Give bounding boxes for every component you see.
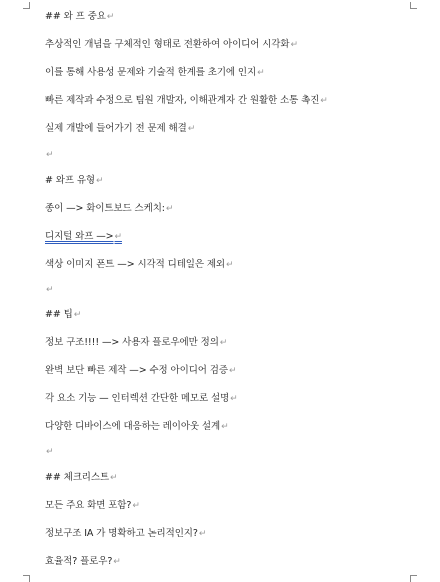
paragraph-mark-icon: ↵ bbox=[110, 473, 118, 483]
line-text: 종이 —> 화이트보드 스케치: bbox=[45, 203, 165, 214]
empty-line[interactable] bbox=[45, 284, 53, 296]
paragraph-mark-icon: ↵ bbox=[132, 501, 140, 511]
text-line[interactable] bbox=[45, 393, 238, 405]
paragraph-mark-icon: ↵ bbox=[106, 12, 115, 22]
line-text: 색상 이미지 폰트 —> 시각적 디테일은 제외 bbox=[45, 259, 226, 270]
line-text: 이를 통해 사용성 문제와 기술적 한계를 초기에 인지 bbox=[45, 67, 257, 78]
text-line[interactable] bbox=[45, 95, 328, 107]
paragraph-mark-icon: ↵ bbox=[46, 150, 54, 160]
empty-line[interactable] bbox=[45, 446, 53, 458]
line-text: 모든 주요 화면 포함? bbox=[45, 500, 132, 511]
page-corner-bottom-left bbox=[23, 575, 30, 582]
paragraph-mark-icon: ↵ bbox=[230, 394, 238, 404]
text-line[interactable] bbox=[45, 259, 233, 271]
line-text: 효율적? 플로우? bbox=[45, 556, 113, 567]
text-line[interactable] bbox=[45, 123, 195, 135]
line-text: 빠른 제작과 수정으로 팀원 개발자, 이해관계자 간 원활한 소통 촉진 bbox=[45, 95, 320, 106]
heading-line[interactable] bbox=[45, 472, 117, 484]
paragraph-mark-icon: ↵ bbox=[114, 232, 122, 242]
paragraph-mark-icon: ↵ bbox=[228, 366, 237, 376]
text-line[interactable] bbox=[45, 556, 121, 568]
line-text: 정보구조 IA 가 명확하고 논리적인지? bbox=[45, 528, 198, 539]
heading-line[interactable] bbox=[45, 309, 81, 321]
line-text: ## 팁 bbox=[45, 309, 73, 320]
heading-line[interactable] bbox=[45, 11, 114, 23]
paragraph-mark-icon: ↵ bbox=[73, 310, 82, 320]
paragraph-mark-icon: ↵ bbox=[219, 338, 228, 348]
paragraph-mark-icon: ↵ bbox=[113, 557, 121, 567]
line-text: 각 요소 기능 — 인터렉션 간단한 메모로 설명 bbox=[45, 393, 230, 404]
text-line[interactable] bbox=[45, 500, 140, 512]
line-text: 실제 개발에 들어가기 전 문제 해결 bbox=[45, 123, 187, 134]
paragraph-mark-icon: ↵ bbox=[46, 285, 54, 295]
page-corner-top-right bbox=[410, 2, 417, 9]
text-line[interactable] bbox=[45, 421, 229, 433]
line-text: 완벽 보단 빠른 제작 —> 수정 아이디어 검증 bbox=[45, 365, 228, 376]
text-line[interactable] bbox=[45, 337, 227, 349]
paragraph-mark-icon: ↵ bbox=[320, 96, 328, 106]
paragraph-mark-icon: ↵ bbox=[198, 529, 207, 539]
empty-line[interactable] bbox=[45, 149, 53, 161]
line-text: ## 체크리스트 bbox=[45, 472, 110, 483]
page-corner-top-left bbox=[23, 2, 30, 9]
line-text: 다양한 디바이스에 대응하는 레이아웃 설계 bbox=[45, 421, 221, 432]
paragraph-mark-icon: ↵ bbox=[165, 204, 174, 214]
line-text: ## 와 프 중요 bbox=[45, 11, 106, 22]
paragraph-mark-icon: ↵ bbox=[96, 176, 104, 186]
line-text: 정보 구조!!!! —> 사용자 플로우에만 정의 bbox=[45, 337, 219, 348]
paragraph-mark-icon: ↵ bbox=[187, 124, 196, 134]
line-text: 추상적인 개념을 구체적인 형태로 전환하여 아이디어 시각화 bbox=[45, 39, 290, 50]
page-corner-bottom-right bbox=[410, 575, 417, 582]
text-line[interactable] bbox=[45, 67, 265, 79]
text-line[interactable] bbox=[45, 528, 206, 540]
text-line[interactable] bbox=[45, 231, 122, 243]
text-line[interactable] bbox=[45, 365, 236, 377]
paragraph-mark-icon: ↵ bbox=[290, 40, 298, 50]
paragraph-mark-icon: ↵ bbox=[46, 447, 54, 457]
paragraph-mark-icon: ↵ bbox=[221, 422, 229, 432]
line-text: # 와프 유형 bbox=[45, 175, 96, 186]
heading-line[interactable] bbox=[45, 175, 103, 187]
paragraph-mark-icon: ↵ bbox=[257, 68, 265, 78]
text-line[interactable] bbox=[45, 203, 173, 215]
line-text: 디지털 와프 —> bbox=[45, 231, 114, 242]
text-line[interactable] bbox=[45, 39, 298, 51]
paragraph-mark-icon: ↵ bbox=[226, 260, 234, 270]
